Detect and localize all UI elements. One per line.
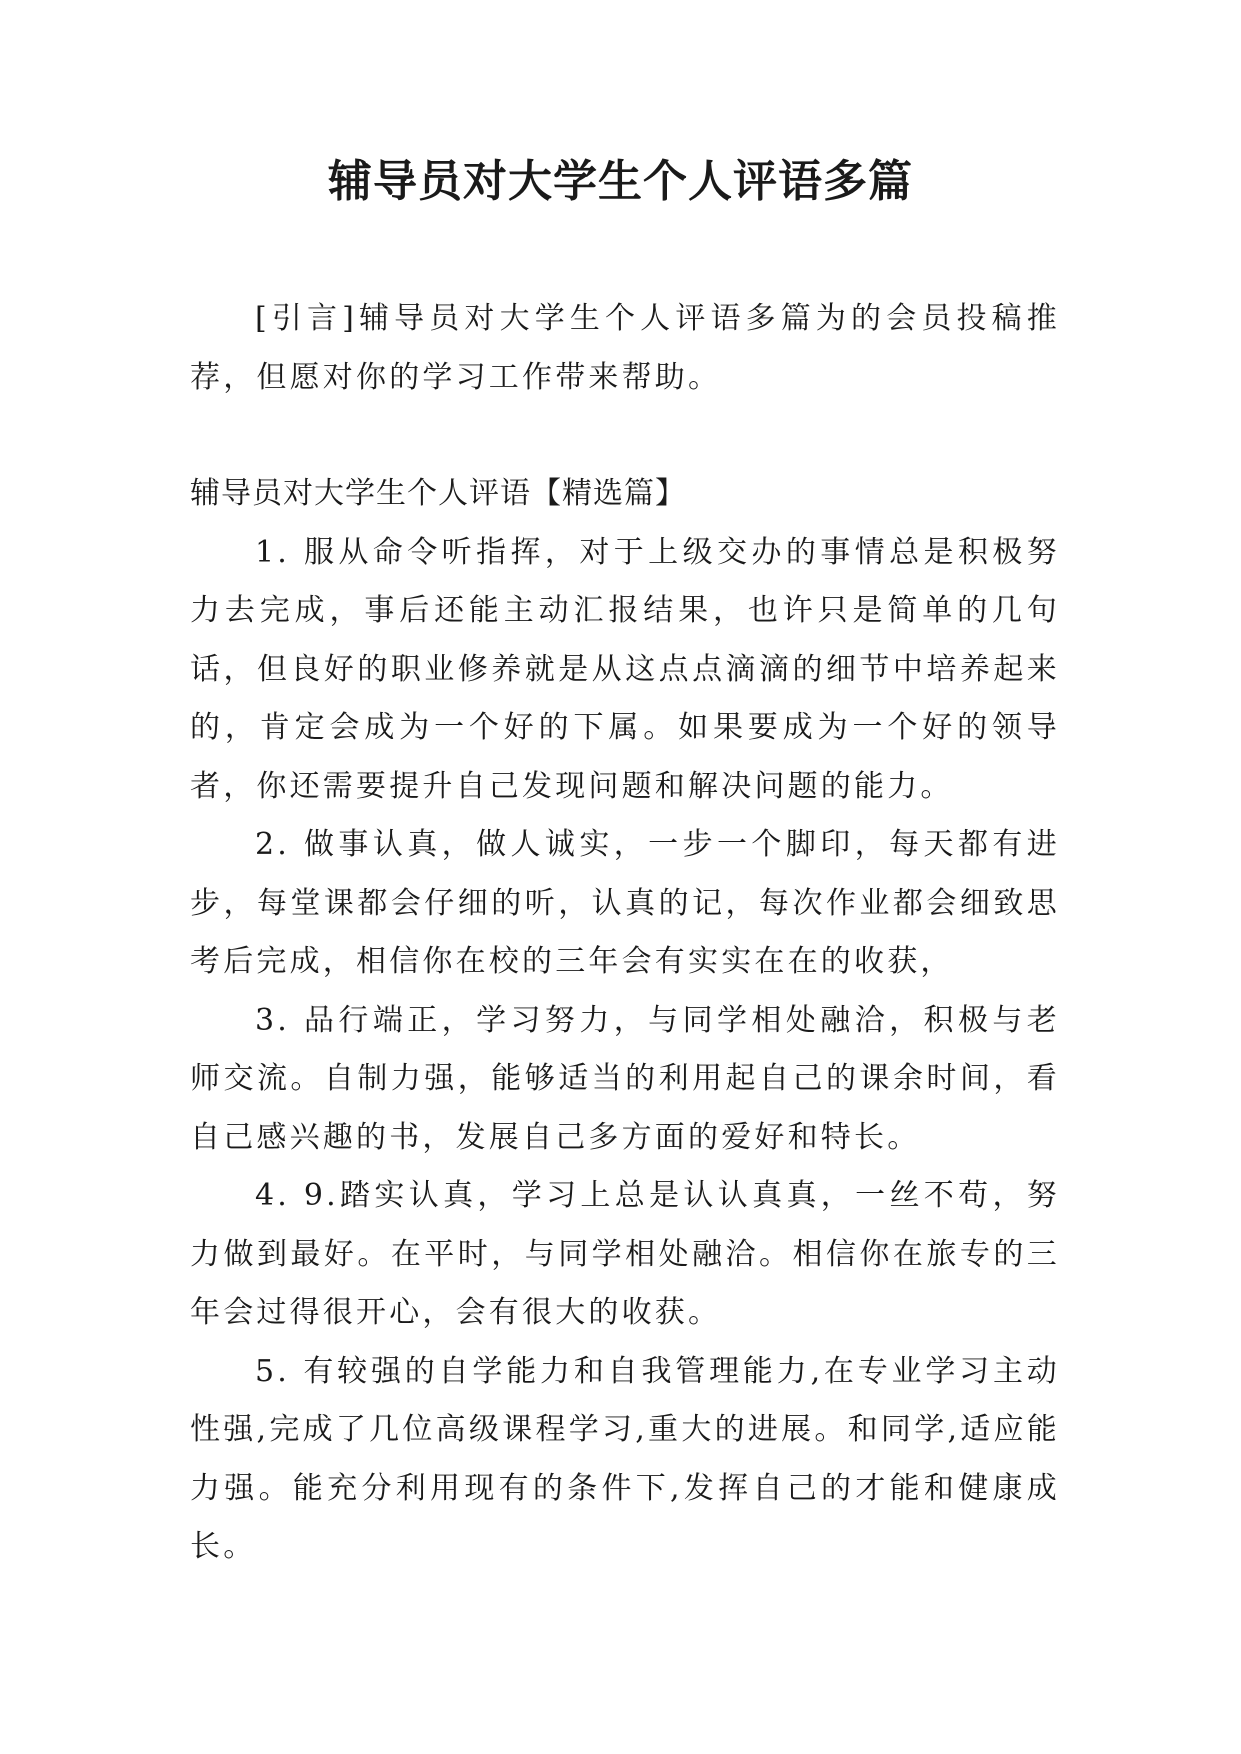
section-heading: 辅导员对大学生个人评语【精选篇】 [190, 476, 686, 511]
intro-paragraph: [引言]辅导员对大学生个人评语多篇为的会员投稿推荐，但愿对你的学习工作带来帮助。 [190, 301, 1060, 395]
document-title: 辅导员对大学生个人评语多篇 [328, 156, 913, 207]
document-body [190, 290, 1060, 1577]
comment-item-1: 1. 服从命令听指挥，对于上级交办的事情总是积极努力去完成，事后还能主动汇报结果，也许只是简单的几句话，但良好的职业修养就是从这点点滴滴的细节中培养起来的，肯定会成为一个好的下属。如果要成为一个好的领导者，你还需要提升自己发现问题和解决问题的能力。 [190, 534, 1060, 804]
comment-item-2: 2. 做事认真，做人诚实，一步一个脚印，每天都有进步，每堂课都会仔细的听，认真的记，每次作业都会细致思考后完成，相信你在校的三年会有实实在在的收获， [190, 827, 1060, 979]
comment-item-3: 3. 品行端正，学习努力，与同学相处融洽，积极与老师交流。自制力强，能够适当的利用起自己的课余时间，看自己感兴趣的书，发展自己多方面的爱好和特长。 [190, 1002, 1060, 1155]
comment-item-4: 4. 9.踏实认真，学习上总是认认真真，一丝不苟，努力做到最好。在平时，与同学相处融洽。相信你在旅专的三年会过得很开心，会有很大的收获。 [190, 1178, 1060, 1330]
comment-item-5: 5. 有较强的自学能力和自我管理能力,在专业学习主动性强,完成了几位高级课程学习,重大的进展。和同学,适应能力强。能充分利用现有的条件下,发挥自己的才能和健康成长。 [190, 1353, 1060, 1564]
